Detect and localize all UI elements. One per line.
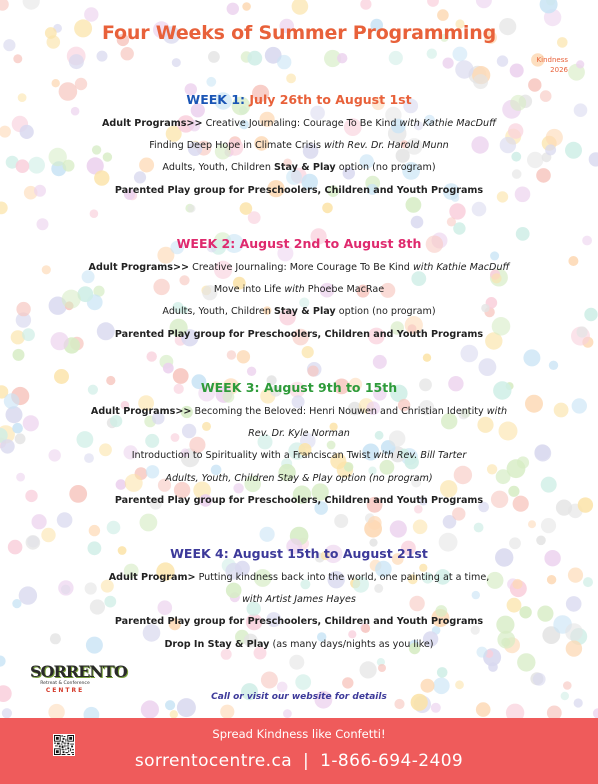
week-2-line-4: [0, 324, 598, 346]
stay-play-label: Stay & Play: [273, 306, 336, 318]
kindness-tag-line1: Kindness: [536, 56, 568, 64]
program-label: Adult Programs>>: [88, 262, 190, 273]
program-leader: with Rev. Dr. Harold Munn: [324, 140, 449, 152]
week-2-heading: [0, 236, 598, 251]
week-1-line-3: [0, 157, 598, 179]
program-title: Creative Journaling: More Courage To Be Kind: [189, 262, 413, 273]
week-4-line-3: [0, 611, 598, 633]
week-3-heading: [0, 380, 598, 395]
week-1-dates: July 26th to August 1st: [249, 92, 412, 107]
week-2-section: [0, 236, 598, 346]
program-title: Creative Journaling: Courage To Be Kind: [202, 118, 400, 129]
program-leader: with Kathie MacDuff: [412, 262, 510, 273]
week-4-line-2: [0, 589, 598, 611]
week-3-line-4: [0, 468, 598, 490]
program-title: Finding Deep Hope in Climate Crisis: [149, 140, 325, 152]
website-link[interactable]: sorrentocentre.ca: [134, 751, 293, 771]
kindness-tag: [537, 55, 568, 75]
phone-number[interactable]: 1-866-694-2409: [320, 751, 464, 771]
week-3-label: WEEK 3:: [200, 380, 260, 395]
week-3-line-2: [0, 423, 598, 445]
footer-contact: [0, 751, 598, 771]
program-leader: Rev. Dr. Kyle Norman: [248, 428, 350, 440]
week-4-label: WEEK 4:: [170, 546, 229, 561]
parented-play-text: Parented Play group for Preschoolers, Children and Youth Programs: [114, 616, 484, 628]
audience-text: Adults, Youth, Children: [162, 306, 274, 318]
program-title: Putting kindness back into the world, one painting at a time,: [195, 572, 490, 583]
footer-tagline: Spread Kindness like Confetti!: [212, 727, 386, 741]
week-2-line-3: [0, 301, 598, 323]
program-leader: with Artist James Hayes: [242, 594, 356, 606]
program-leader-prefix: with: [284, 284, 305, 296]
contact-separator: |: [303, 751, 310, 771]
week-1-heading: [0, 92, 598, 107]
program-label: Adult Program>: [108, 572, 196, 583]
sorrento-logo: [30, 662, 127, 694]
option-text: option (no program): [335, 162, 436, 174]
parented-play-text: Parented Play group for Preschoolers, Children and Youth Programs: [114, 184, 484, 196]
kindness-tag-line2: 2026: [550, 66, 568, 74]
page-title: Four Weeks of Summer Programming: [102, 22, 496, 44]
drop-in-text: (as many days/nights as you like): [269, 638, 434, 650]
week-1-line-2: [0, 135, 598, 157]
stay-play-label: Stay & Play: [273, 162, 336, 174]
week-4-line-4: [0, 634, 598, 656]
drop-in-label: Drop In Stay & Play: [164, 638, 270, 650]
program-label: Adult Programs>>: [101, 118, 203, 129]
logo-wordmark: SORRENTO: [30, 662, 127, 681]
week-4-section: [0, 546, 598, 656]
program-title: Move into Life: [213, 284, 285, 296]
week-3-line-5: [0, 490, 598, 512]
program-leader-prefix: with: [486, 406, 508, 417]
program-title: Becoming the Beloved: Henri Nouwen and Christian Identity: [191, 406, 487, 417]
logo-subtitle: Retreat & Conference: [40, 681, 90, 686]
audience-text: Adults, Youth, Children: [162, 162, 274, 174]
footer-banner: [0, 718, 598, 784]
option-text: option (no program): [335, 306, 436, 318]
parented-play-text: Parented Play group for Preschoolers, Children and Youth Programs: [114, 494, 484, 506]
week-4-dates: August 15th to August 21st: [233, 546, 428, 561]
program-label: Adult Programs>>: [90, 406, 192, 417]
week-1-line-1: [0, 113, 598, 135]
week-3-line-3: [0, 445, 598, 467]
week-2-line-1: [0, 257, 598, 279]
week-3-dates: August 9th to 15th: [263, 380, 398, 395]
week-4-heading: [0, 546, 598, 561]
call-to-action[interactable]: Call or visit our website for details: [211, 692, 387, 702]
program-title: Introduction to Spirituality with a Franciscan Twist: [131, 450, 374, 462]
week-1-label: WEEK 1:: [186, 92, 246, 107]
week-1-section: [0, 92, 598, 202]
parented-play-text: Parented Play group for Preschoolers, Children and Youth Programs: [114, 328, 484, 340]
week-4-line-1: [0, 567, 598, 589]
program-leader: with Rev. Bill Tarter: [373, 450, 467, 462]
logo-centre: CENTRE: [45, 687, 85, 694]
week-1-line-4: [0, 180, 598, 202]
program-leader: with Kathie MacDuff: [399, 118, 497, 129]
week-2-label: WEEK 2:: [176, 236, 236, 251]
week-2-line-2: [0, 279, 598, 301]
week-3-line-1: [0, 401, 598, 423]
program-leader: Phoebe MacRae: [304, 284, 385, 296]
stay-play-text: Adults, Youth, Children Stay & Play option (no program): [165, 472, 433, 484]
week-3-section: [0, 380, 598, 512]
week-2-dates: August 2nd to August 8th: [239, 236, 422, 251]
